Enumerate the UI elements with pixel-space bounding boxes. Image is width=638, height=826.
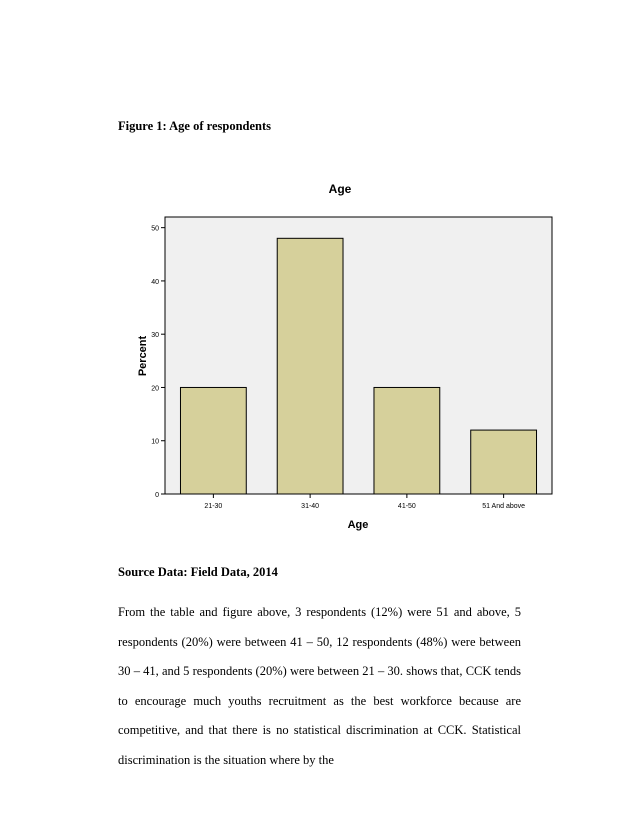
y-tick-label: 20: [151, 385, 159, 393]
bar-21-30: [180, 387, 246, 494]
bar-51-and-above: [471, 430, 537, 494]
x-tick-label: 21-30: [204, 503, 223, 510]
y-tick-label: 10: [151, 438, 159, 446]
x-axis: [204, 494, 525, 510]
source-caption: Source Data: Field Data, 2014: [118, 565, 278, 579]
x-tick-label: 41-50: [397, 503, 416, 510]
x-tick-label: 51 And above: [482, 503, 526, 510]
x-tick-label: 31-40: [301, 503, 320, 510]
age-bar-chart-svg: [120, 170, 560, 540]
bar-41-50: [374, 387, 440, 494]
y-tick-label: 0: [155, 492, 159, 499]
figure-caption: Figure 1: Age of respondents: [118, 119, 272, 133]
y-axis: [151, 226, 165, 499]
chart-title: Age: [328, 182, 352, 196]
bar-31-40: [277, 238, 343, 494]
body-paragraph: From the table and figure above, 3 respondents (12%) were 51 and above, 5 respondents (20%) were between 41 – 50, 12 respondents (48%) were between 30 – 41, and 5 respondents (20%) were between 21 – 30. shows that, CCK tends to encourage much youths recruitment as the best workforce because are competitive, and that there is no statistical discrimination at CCK. Statistical discrimination is the situation where by the: [118, 605, 521, 767]
x-axis-label: Age: [347, 519, 369, 531]
y-tick-label: 30: [151, 332, 159, 340]
y-tick-label: 50: [151, 225, 159, 233]
y-tick-label: 40: [151, 278, 159, 286]
age-chart: [120, 170, 560, 540]
y-axis-label: Percent: [137, 335, 149, 377]
